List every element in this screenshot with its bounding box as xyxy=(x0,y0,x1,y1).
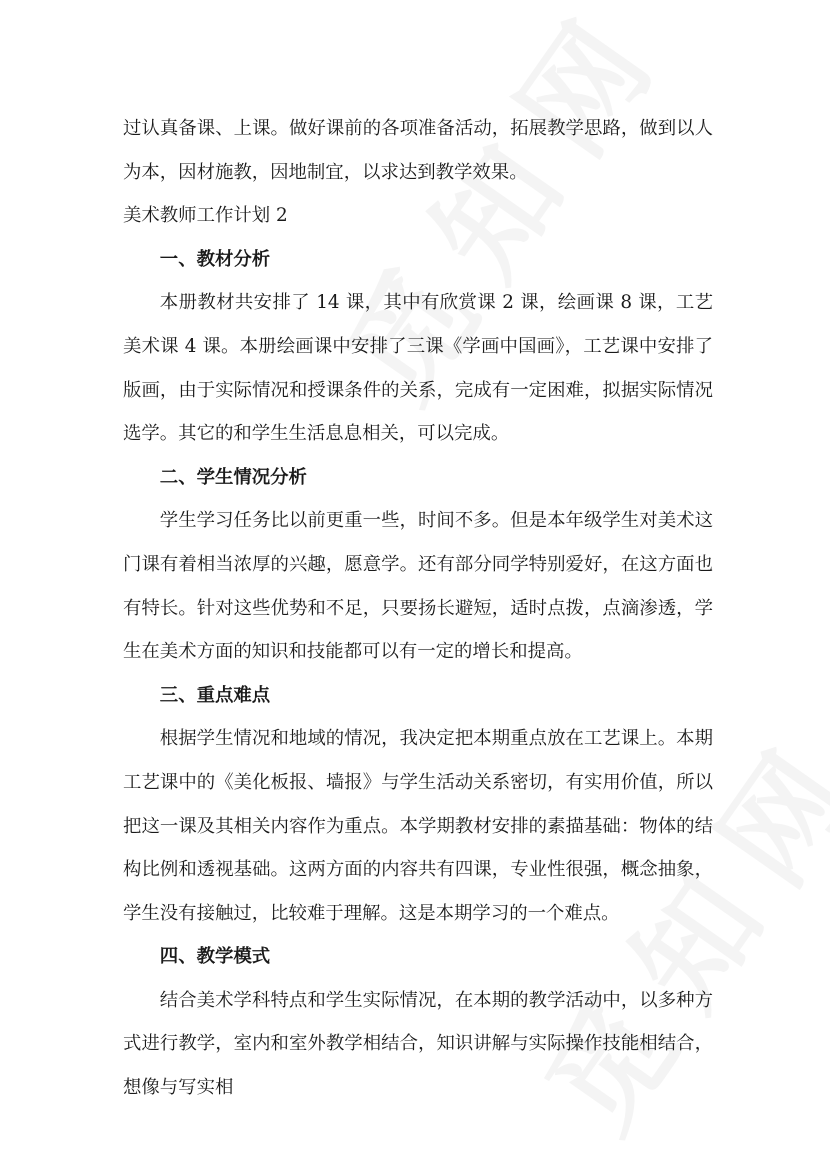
section-heading: 四、教学模式 xyxy=(159,946,271,968)
document-title: 美术教师工作计划 2 xyxy=(123,205,288,227)
section-heading: 二、学生情况分析 xyxy=(159,466,307,488)
section-paragraph: 本册教材共安排了 14 课，其中有欣赏课 2 课，绘画课 8 课，工艺美术课 4 课。本册绘画课中安排了三课《学画中国画》，工艺课中安排了版画，由于实际情况和授课条件的关系，完成有一定困难，拟据实际情况选学。其它的和学生生活息息相关，可以完成。 xyxy=(123,292,713,445)
section-heading: 一、教材分析 xyxy=(159,248,271,270)
section-heading: 三、重点难点 xyxy=(159,684,271,706)
section-paragraph: 根据学生情况和地域的情况，我决定把本期重点放在工艺课上。本期工艺课中的《美化板报、墙报》与学生活动关系密切，有实用价值，所以把这一课及其相关内容作为重点。本学期教材安排的素描基础：物体的结构比例和透视基础。这两方面的内容共有四课，专业性很强，概念抽象，学生没有接触过，比较难于理解。这是本期学习的一个难点。 xyxy=(123,728,713,924)
document-page xyxy=(123,107,713,1110)
section-paragraph: 学生学习任务比以前更重一些，时间不多。但是本年级学生对美术这门课有着相当浓厚的兴趣，愿意学。还有部分同学特别爱好，在这方面也有特长。针对这些优势和不足，只要扬长避短，适时点拨，点滴渗透，学生在美术方面的知识和技能都可以有一定的增长和提高。 xyxy=(123,510,713,663)
continuation-paragraph: 过认真备课、上课。做好课前的各项准备活动，拓展教学思路，做到以人为本，因材施教，因地制宜，以求达到教学效果。 xyxy=(123,118,713,183)
section-paragraph: 结合美术学科特点和学生实际情况，在本期的教学活动中，以多种方式进行教学，室内和室外教学相结合，知识讲解与实际操作技能相结合，想像与写实相 xyxy=(123,989,713,1099)
